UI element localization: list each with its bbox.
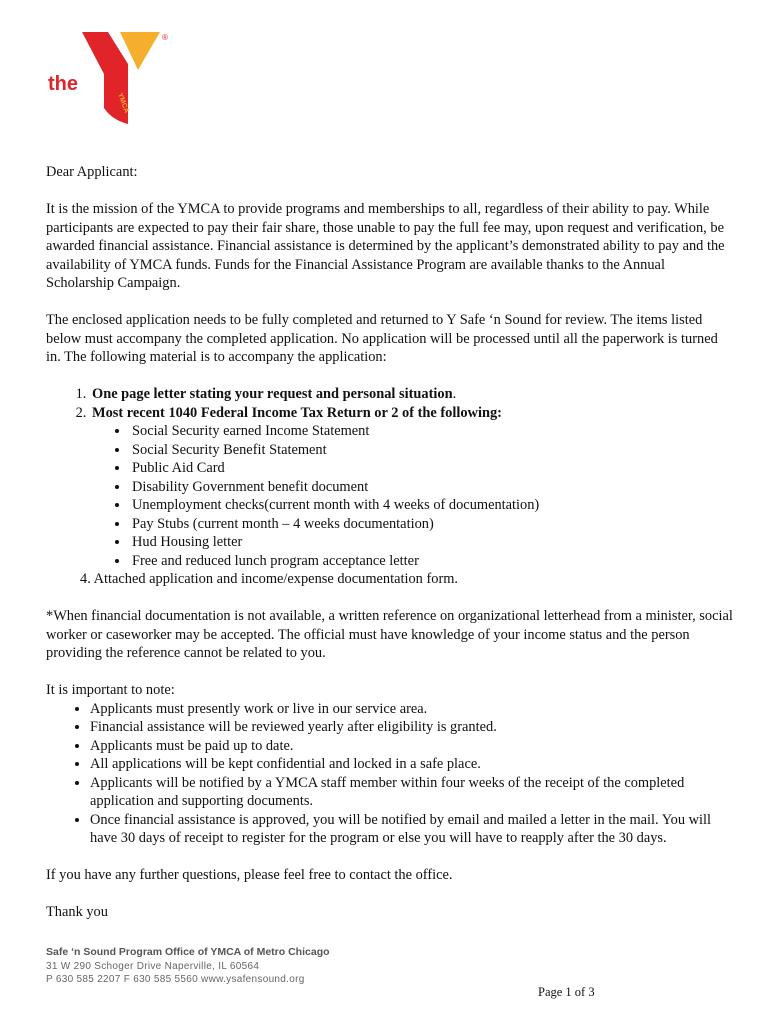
requirements-list bbox=[46, 385, 736, 589]
ymca-logo bbox=[46, 28, 176, 132]
document-item: • Disability Government benefit document bbox=[130, 478, 736, 497]
letter-body bbox=[46, 163, 736, 922]
note-item: • Applicants must presently work or live in our service area. bbox=[90, 700, 736, 719]
note-item: • Financial assistance will be reviewed yearly after eligibility is granted. bbox=[90, 718, 736, 737]
note-item: • Applicants will be notified by a YMCA staff member within four weeks of the receipt of the completed application and supporting documents. bbox=[90, 774, 736, 811]
document-item: • Social Security Benefit Statement bbox=[130, 441, 736, 460]
questions-paragraph: If you have any further questions, please feel free to contact the office. bbox=[46, 867, 453, 883]
note-item: • All applications will be kept confidential and locked in a safe place. bbox=[90, 755, 736, 774]
logo-word-the: the bbox=[48, 73, 78, 95]
mission-paragraph: It is the mission of the YMCA to provide programs and memberships to all, regardless of their ability to pay. While participants are expected to pay their fair share, those unable to pay the full fee may, upon request and verification, be awarded financial assistance. Financial assistance is determined by the applicant’s demonstrated ability to pay and the availability of YMCA funds. Funds for the Financial Assistance Program are available thanks to the Annual Scholarship Campaign. bbox=[46, 201, 725, 291]
footer-address-block bbox=[46, 946, 330, 986]
notes-list bbox=[46, 700, 736, 848]
page-number: Page 1 of 3 bbox=[538, 985, 595, 999]
note-item: • Applicants must be paid up to date. bbox=[90, 737, 736, 756]
footer-address: 31 W 290 Schoger Drive Naperville, IL 60564 bbox=[46, 960, 260, 972]
footer-contact: P 630 585 2207 F 630 585 5560 www.ysafensound.org bbox=[46, 973, 305, 985]
reference-paragraph: *When financial documentation is not available, a written reference on organizational letterhead from a minister, social worker or caseworker may be accepted. The official must have knowledge of your income status and the person providing the reference cannot be related to you. bbox=[46, 608, 733, 661]
document-item: • Public Aid Card bbox=[130, 459, 736, 478]
document-item: • Unemployment checks(current month with 4 weeks of documentation) bbox=[130, 496, 736, 515]
acceptable-documents-list bbox=[92, 422, 736, 570]
document-item: • Social Security earned Income Statement bbox=[130, 422, 736, 441]
ymca-y-left-arm bbox=[82, 32, 128, 124]
salutation: Dear Applicant: bbox=[46, 164, 138, 180]
document-item: • Free and reduced lunch program acceptance letter bbox=[130, 552, 736, 571]
document-item: • Pay Stubs (current month – 4 weeks documentation) bbox=[130, 515, 736, 534]
note-intro: It is important to note: bbox=[46, 682, 175, 698]
note-item: • Once financial assistance is approved, you will be notified by email and mailed a letter in the mail. You will have 30 days of receipt to register for the program or else you will have to reapply after the 30 days. bbox=[90, 811, 736, 848]
logo-registered-mark: ® bbox=[162, 33, 168, 42]
document-item: • Hud Housing letter bbox=[130, 533, 736, 552]
requirement-item: 2. Most recent 1040 Federal Income Tax Return or 2 of the following: • Social Security earned Income Statement • Social Security Benefit Statement • Public Aid Card • Disability Government benefit document • Unemployment checks(current month with 4 weeks of documentation) • Pay Stubs (current month – 4 weeks documentation) • Hud Housing letter • Free and reduced lunch program acceptance letter bbox=[90, 404, 736, 571]
requirement-item: 4. Attached application and income/expense documentation form. bbox=[80, 571, 459, 587]
logo-vertical-ymca: YMCA bbox=[116, 92, 130, 115]
requirement-item: 1. One page letter stating your request and personal situation. bbox=[90, 385, 736, 404]
enclosed-application-paragraph: The enclosed application needs to be fully completed and returned to Y Safe ‘n Sound for review. The items listed below must accompany the completed application. No application will be processed until all the paperwork is turned in. The following material is to accompany the application: bbox=[46, 312, 718, 365]
closing: Thank you bbox=[46, 904, 108, 920]
footer-org-name: Safe ‘n Sound Program Office of YMCA of Metro Chicago bbox=[46, 946, 330, 958]
